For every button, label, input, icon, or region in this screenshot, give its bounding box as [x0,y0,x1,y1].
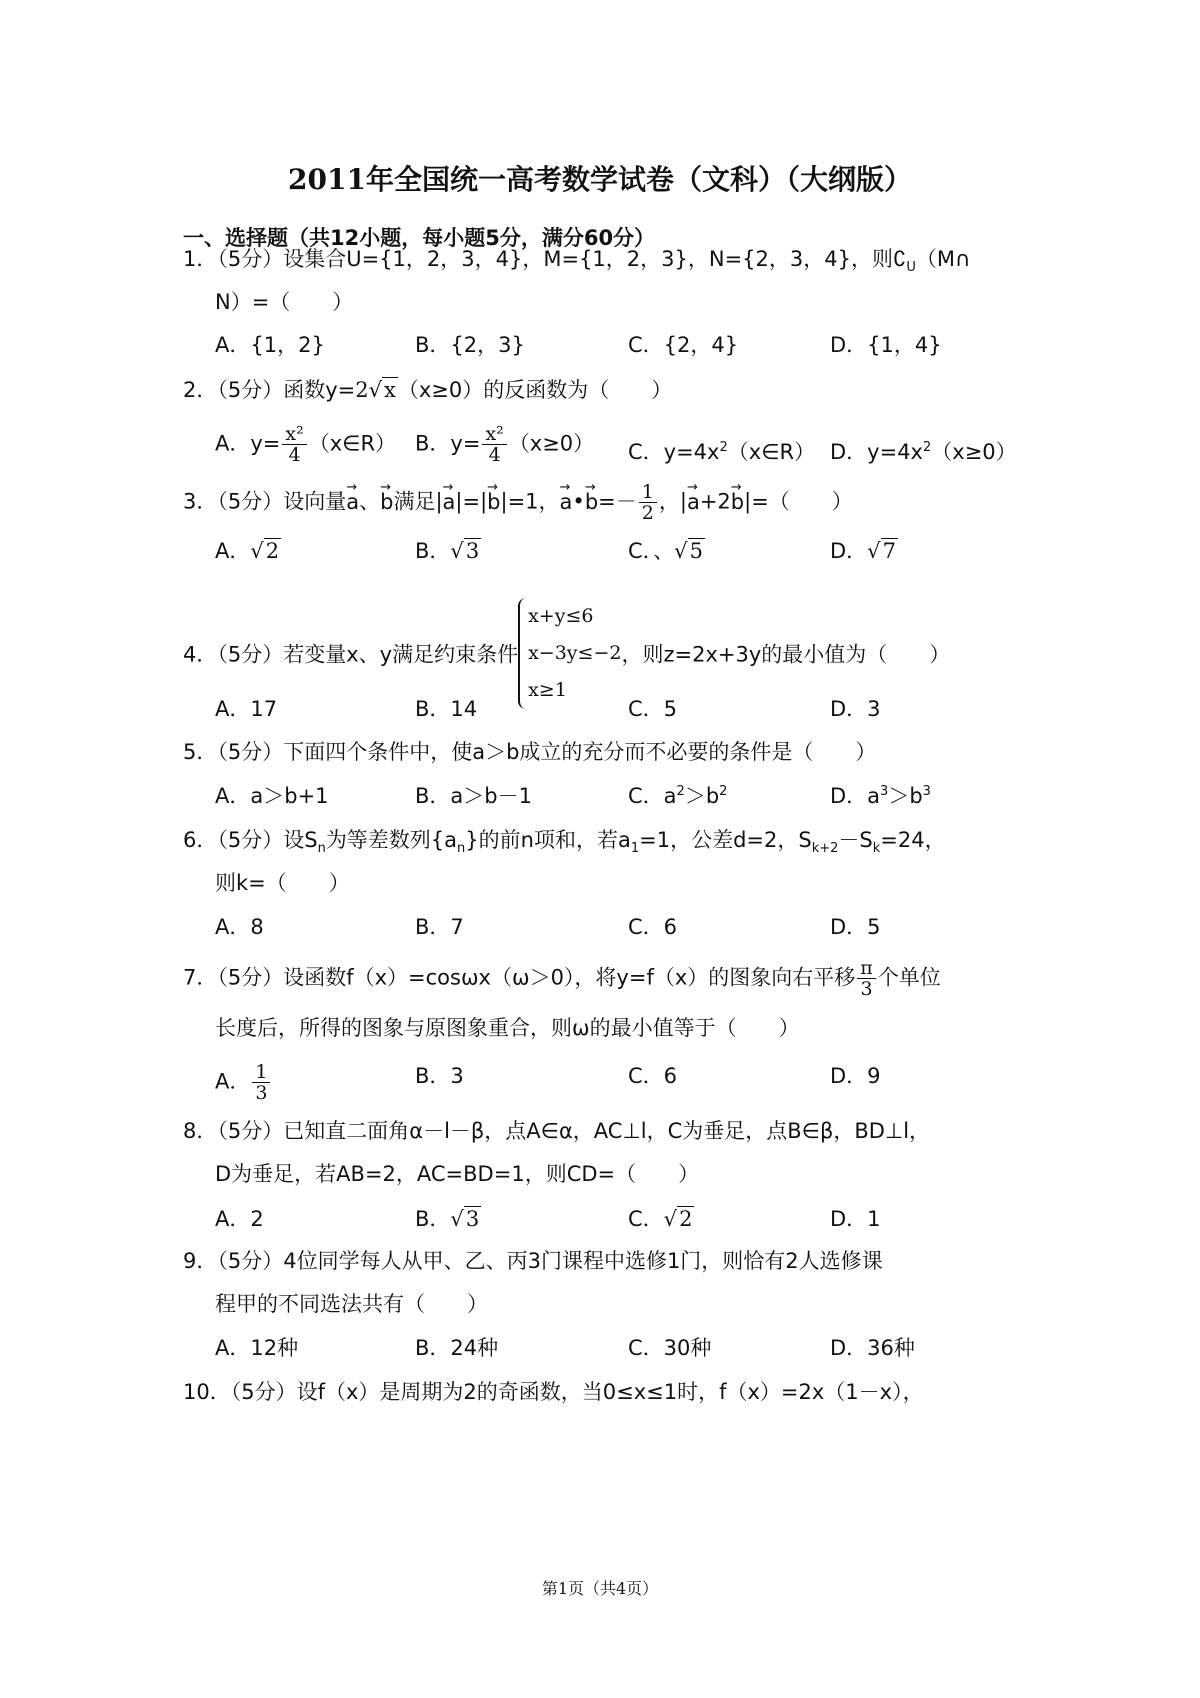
question-1-text-end: （M∩ [915,247,971,271]
section-heading: 一、选择题（共12小题，每小题5分，满分60分） [183,226,656,250]
q9-option-a: A．12种 [215,1336,299,1360]
q7-option-c: C．6 [628,1064,678,1088]
q7-option-b: B．3 [415,1064,464,1088]
question-9-line-1: 9．（5分）4位同学每人从甲、乙、丙3门课程中选修1门，则恰有2人选修课 [183,1249,883,1273]
q8-option-d: D．1 [830,1207,881,1231]
fraction: $\frac{\pi}{3}$ [857,958,876,999]
q9-option-b: B．24种 [415,1336,499,1360]
fraction: $\frac{\text{x²}}{4}$ [282,424,306,465]
sqrt-coefficient: 2 [355,378,369,402]
question-2-line-1 [183,376,672,404]
question-7-line-1: 7．（5分）设函数f（x）=cosωx（ω＞0），将y=f（x）的图象向右平移 $\frac{\pi}{3}$ 个单位 [183,957,941,1000]
q8-option-b: B．√3 [415,1207,480,1231]
q9-option-d: D．36种 [830,1336,915,1360]
question-8-line-2: D为垂足，若AB=2，AC=BD=1，则CD=（ ） [215,1162,700,1186]
q2-option-a: A．y= $\frac{\text{x²}}{4}$ （x∈R） [215,423,397,466]
question-4-text-end: ，则z=2x+3y的最小值为（ ） [621,642,951,667]
question-6-line-1: 6．（5分）设$S_n$为等差数列$\{a_n\}$的前n项和，若$a_1=1$，公差d=2，$S_{k+2}-S_k=24$， [183,828,946,857]
question-1-text: 1．（5分）设集合U={1，2，3，4}，M={1，2，3}，N={2，3，4}，则∁ [183,247,907,271]
fraction: $\frac{\text{x²}}{4}$ [482,424,506,465]
sqrt-expression: 2√x [355,378,396,402]
vector-b: → b [380,488,393,516]
question-2-text-end: （x≥0）的反函数为（ ） [397,378,673,402]
question-1-line-1 [183,245,971,276]
question-7-line-2: 长度后，所得的图象与原图象重合，则ω的最小值等于（ ） [215,1016,800,1040]
constraint-1: x+y≤6 [528,605,594,627]
q4-option-a: A．17 [215,697,278,721]
constraint-system [518,598,621,709]
q3-option-d: D．√7 [830,539,896,563]
q5-option-a: A．a＞b+1 [215,784,329,808]
question-10-line-1: 10．（5分）设f（x）是周期为2的奇函数，当0≤x≤1时，f（x）=2x（1－x）， [183,1380,924,1404]
vector-a: → a [443,488,456,516]
question-8-line-1: 8．（5分）已知直二面角α－l－β，点A∈α，AC⊥l，C为垂足，点B∈β，BD⊥l， [183,1119,931,1143]
q8-option-c: C．√2 [628,1207,693,1231]
vector-b: → b [731,488,744,516]
question-3-line-1: 3．（5分）设向量→ a、→ b满足|→ a|=|→ b|=1，→ a•→ b=－ $\frac{1}{2}$ ，|→ a+2→ b|=（ ） [183,482,853,523]
question-3-text: 3．（5分）设向量 [183,489,347,514]
q9-option-c: C．30种 [628,1336,712,1360]
q6-option-c: C．6 [628,915,678,939]
q5-option-c: C．$a^2>b^2$ [628,784,728,808]
sqrt-radicand: x [384,378,396,402]
question-1-line-2: N）=（ ） [215,290,354,314]
constraint-2: x−3y≤−2 [528,642,622,664]
q1-option-d: D．{1，4} [830,333,942,357]
q1-option-b: B．{2，3} [415,333,525,357]
q5-option-b: B．a＞b－1 [415,784,532,808]
q1-option-a: A．{1，2} [215,333,325,357]
q6-option-b: B．7 [415,915,464,939]
fraction: $\frac{1}{2}$ [639,482,657,523]
page-title: 2011年全国统一高考数学试卷（文科）（大纲版） [288,163,912,196]
vector-a: → a [346,488,359,516]
q6-option-d: D．5 [830,915,881,939]
complement-subscript: U [906,260,916,276]
q7-option-d: D．9 [830,1064,881,1088]
question-5-line-1: 5．（5分）下面四个条件中，使a＞b成立的充分而不必要的条件是（ ） [183,740,877,764]
vector-b: → b [487,488,500,516]
question-4-text: 4．（5分）若变量x、y满足约束条件 [183,642,519,667]
q7-option-a: A． $\frac{1}{3}$ [215,1062,272,1103]
q3-option-b: B．√3 [415,539,480,563]
question-4-line-1 [183,598,950,709]
question-2-text: 2．（5分）函数y= [183,378,356,402]
q4-option-c: C．5 [628,697,678,721]
q6-option-a: A．8 [215,915,264,939]
q3-option-c: C．、√5 [628,539,703,563]
q4-option-d: D．3 [830,697,881,721]
q1-option-c: C．{2，4} [628,333,739,357]
q5-option-d: D．$a^3>b^3$ [830,784,931,808]
constraint-3: x≥1 [528,679,567,701]
page-footer: 第1页（共4页） [541,1579,659,1598]
vector-a: → a [687,488,700,516]
q2-option-c: C．$y=4x^2(x\in R)$ [628,440,816,464]
vector-a: → a [560,488,573,516]
fraction: $\frac{1}{3}$ [252,1062,270,1103]
q2-option-d: D．$y=4x^2(x\ge 0)$ [830,440,1017,464]
question-9-line-2: 程甲的不同选法共有（ ） [215,1292,488,1316]
q4-option-b: B．14 [415,697,478,721]
vector-b: → b [585,488,598,516]
q3-option-a: A．√2 [215,539,280,563]
q8-option-a: A．2 [215,1207,264,1231]
question-6-line-2: 则k=（ ） [215,871,350,895]
q2-option-b: B．y= $\frac{\text{x²}}{4}$ （x≥0） [415,423,595,466]
